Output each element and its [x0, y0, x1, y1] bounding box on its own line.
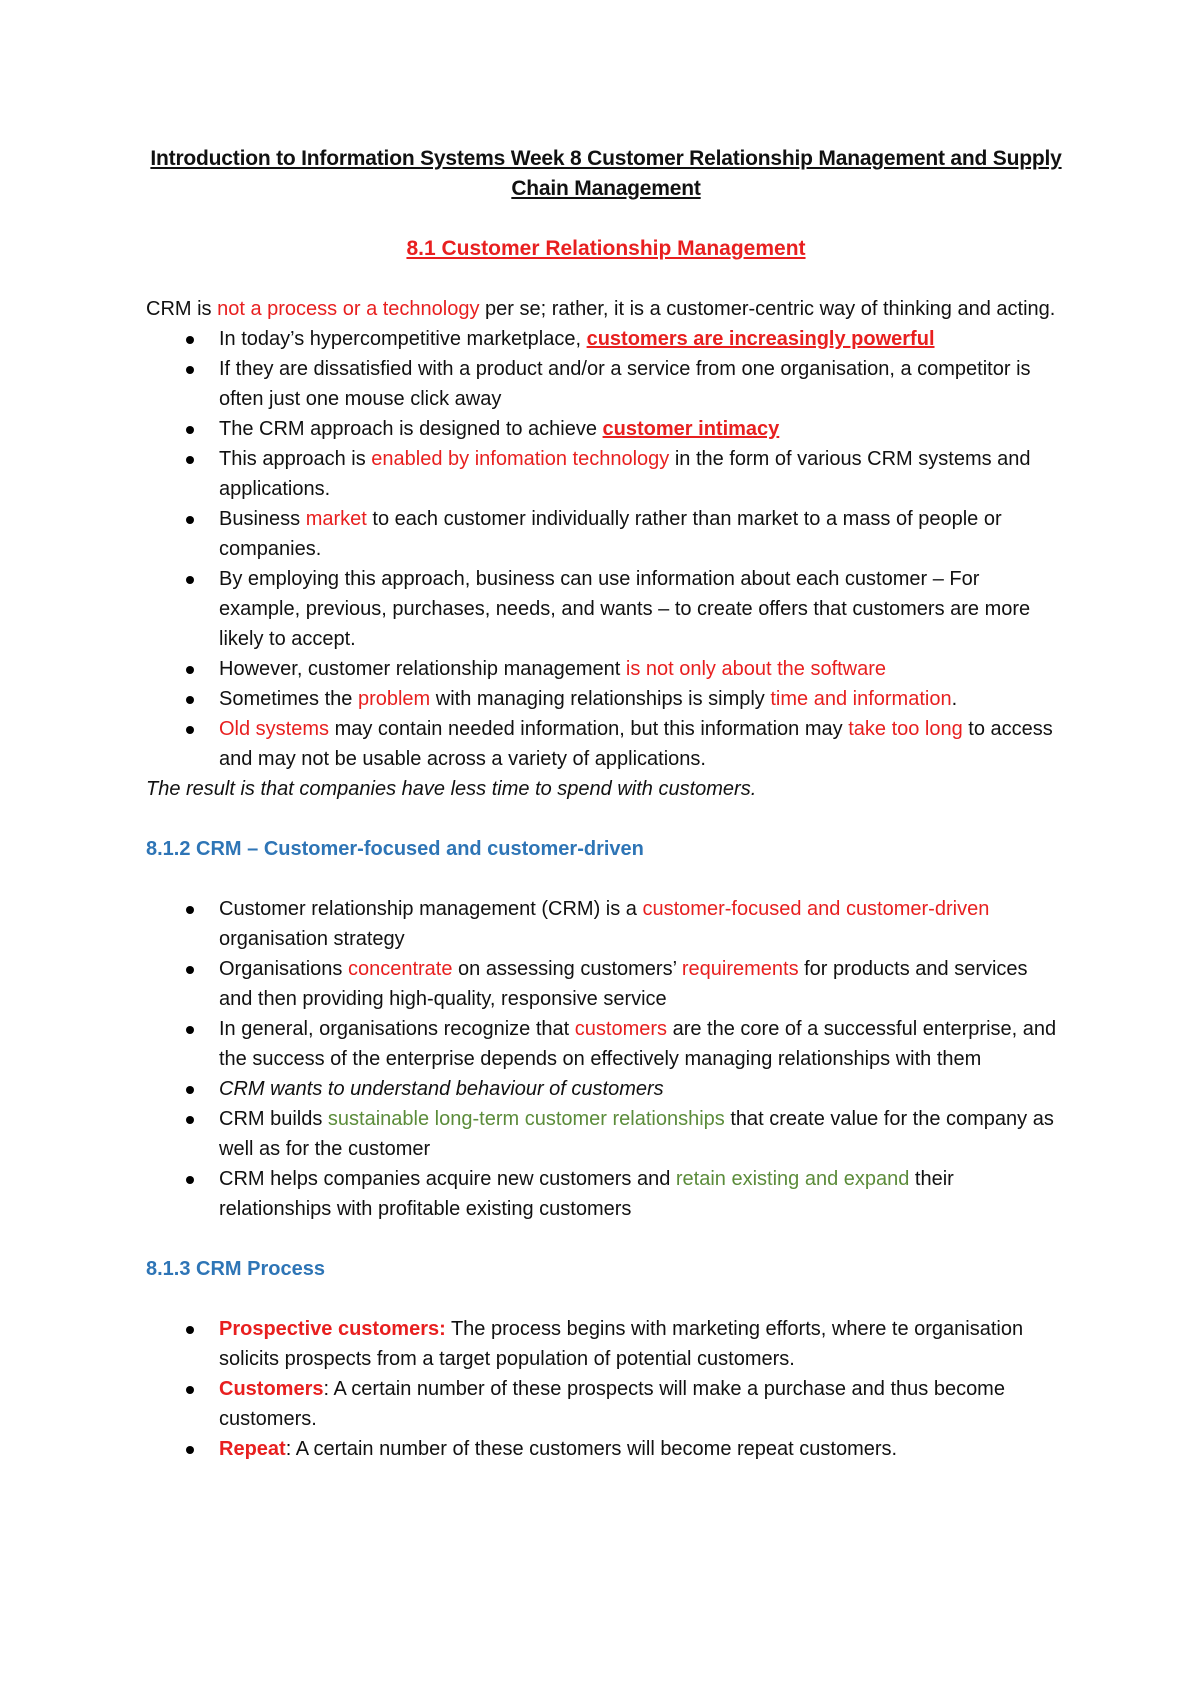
bullet-label: Customers [219, 1378, 324, 1400]
document-page [146, 144, 1066, 1464]
list-item [146, 564, 1066, 654]
list-item [146, 324, 1066, 354]
bullet-text: Organisations [219, 958, 348, 980]
bullet-text: to each customer individually rather than market to a mass of people or companies. [219, 508, 1002, 560]
bullet-icon [186, 1386, 194, 1394]
bullet-label: Repeat [219, 1438, 286, 1460]
list-item [146, 1074, 1066, 1104]
intro-highlight: not a process or a technology [217, 298, 480, 320]
bullet-text: The process begins with marketing efforts, where te organisation solicits prospects from a target population of potential customers. [219, 1318, 1024, 1370]
bullet-icon [186, 366, 194, 374]
bullet-text: that create value for the company as well as for the customer [219, 1108, 1054, 1160]
list-item [146, 444, 1066, 504]
bullet-text: to access and may not be usable across a variety of applications. [219, 718, 1053, 770]
list-item [146, 1434, 1066, 1464]
bullet-highlight: Old systems [219, 718, 330, 740]
section-heading-8-1-3: 8.1.3 CRM Process [146, 1258, 325, 1280]
bullet-highlight: problem [357, 688, 431, 710]
bullet-text: for products and services and then providing high-quality, responsive service [219, 958, 1028, 1010]
list-item [146, 954, 1066, 1014]
document-title: Introduction to Information Systems Week 8 Customer Relationship Management and Supply Chain Management [150, 147, 1062, 200]
list-item [146, 1374, 1066, 1434]
section-8-1-2-bullet-list [146, 894, 1066, 1224]
bullet-highlight: time and information [770, 688, 952, 710]
bullet-highlight: customer-focused and customer-driven [642, 898, 990, 920]
bullet-text: with managing relationships is simply [430, 688, 771, 710]
bullet-label: Prospective customers: [219, 1318, 446, 1340]
section-heading-8-1-2: 8.1.2 CRM – Customer-focused and customer-driven [146, 838, 644, 860]
bullet-text: : A certain number of these prospects will make a purchase and thus become customers. [219, 1378, 1005, 1430]
bullet-icon [186, 966, 194, 974]
list-item [146, 1104, 1066, 1164]
bullet-icon [186, 1026, 194, 1034]
section-8-1-bullet-list [146, 324, 1066, 774]
bullet-icon [186, 906, 194, 914]
list-item [146, 1164, 1066, 1224]
bullet-icon [186, 456, 194, 464]
bullet-icon [186, 726, 194, 734]
bullet-text: If they are dissatisfied with a product and/or a service from one organisation, a competitor is often just one mouse click away [219, 358, 1031, 410]
list-item [146, 714, 1066, 774]
bullet-icon [186, 696, 194, 704]
bullet-text: Business [219, 508, 306, 530]
bullet-icon [186, 1086, 194, 1094]
bullet-text: CRM helps companies acquire new customers and [219, 1168, 676, 1190]
bullet-icon [186, 336, 194, 344]
list-item [146, 1014, 1066, 1074]
bullet-highlight: is not only about the software [625, 658, 887, 680]
bullet-text: In general, organisations recognize that [219, 1018, 575, 1040]
bullet-highlight: customers are increasingly powerful [586, 328, 935, 350]
bullet-icon [186, 1176, 194, 1184]
bullet-text: This approach is [219, 448, 372, 470]
list-item [146, 354, 1066, 414]
bullet-highlight: retain existing and expand [675, 1168, 910, 1190]
bullet-highlight: customers [574, 1018, 668, 1040]
bullet-highlight: customer intimacy [602, 418, 780, 440]
bullet-text: However, customer relationship management [219, 658, 626, 680]
bullet-text: The CRM approach is designed to achieve [219, 418, 603, 440]
bullet-text: CRM wants to understand behaviour of customers [219, 1078, 664, 1100]
intro-text-2: per se; rather, it is a customer-centric way of thinking and acting. [479, 298, 1056, 320]
list-item [146, 504, 1066, 564]
intro-text-1: CRM is [146, 298, 218, 320]
result-statement: The result is that companies have less time to spend with customers. [146, 778, 757, 800]
bullet-highlight: requirements [681, 958, 799, 980]
bullet-text: : A certain number of these customers will become repeat customers. [285, 1438, 898, 1460]
bullet-text: Customer relationship management (CRM) is a [219, 898, 643, 920]
bullet-icon [186, 576, 194, 584]
bullet-text: organisation strategy [219, 928, 405, 950]
bullet-icon [186, 1116, 194, 1124]
bullet-highlight: concentrate [347, 958, 453, 980]
bullet-icon [186, 1446, 194, 1454]
bullet-icon [186, 666, 194, 674]
bullet-highlight: sustainable long-term customer relationships [327, 1108, 725, 1130]
bullet-text: . [951, 688, 958, 710]
bullet-text: are the core of a successful enterprise, and the success of the enterprise depends on effectively managing relationships with them [219, 1018, 1057, 1070]
crm-intro-paragraph [146, 294, 1066, 324]
bullet-highlight: take too long [848, 718, 963, 740]
section-8-1-3-bullet-list [146, 1314, 1066, 1464]
bullet-text: By employing this approach, business can use information about each customer – For example, previous, purchases, needs, and wants – to create offers that customers are more likely to accept. [219, 568, 1031, 650]
bullet-text: In today’s hypercompetitive marketplace, [219, 328, 587, 350]
bullet-icon [186, 1326, 194, 1334]
list-item [146, 894, 1066, 954]
bullet-icon [186, 426, 194, 434]
bullet-text: in the form of various CRM systems and applications. [219, 448, 1031, 500]
bullet-text: may contain needed information, but this information may [329, 718, 849, 740]
list-item [146, 654, 1066, 684]
bullet-text: CRM builds [219, 1108, 328, 1130]
bullet-text: Sometimes the [219, 688, 358, 710]
bullet-text: their relationships with profitable existing customers [219, 1168, 954, 1220]
bullet-highlight: market [305, 508, 367, 530]
section-heading-8-1: 8.1 Customer Relationship Management [406, 237, 806, 260]
bullet-icon [186, 516, 194, 524]
bullet-highlight: enabled by infomation technology [371, 448, 670, 470]
list-item [146, 414, 1066, 444]
bullet-text: on assessing customers’ [452, 958, 682, 980]
list-item [146, 684, 1066, 714]
list-item [146, 1314, 1066, 1374]
